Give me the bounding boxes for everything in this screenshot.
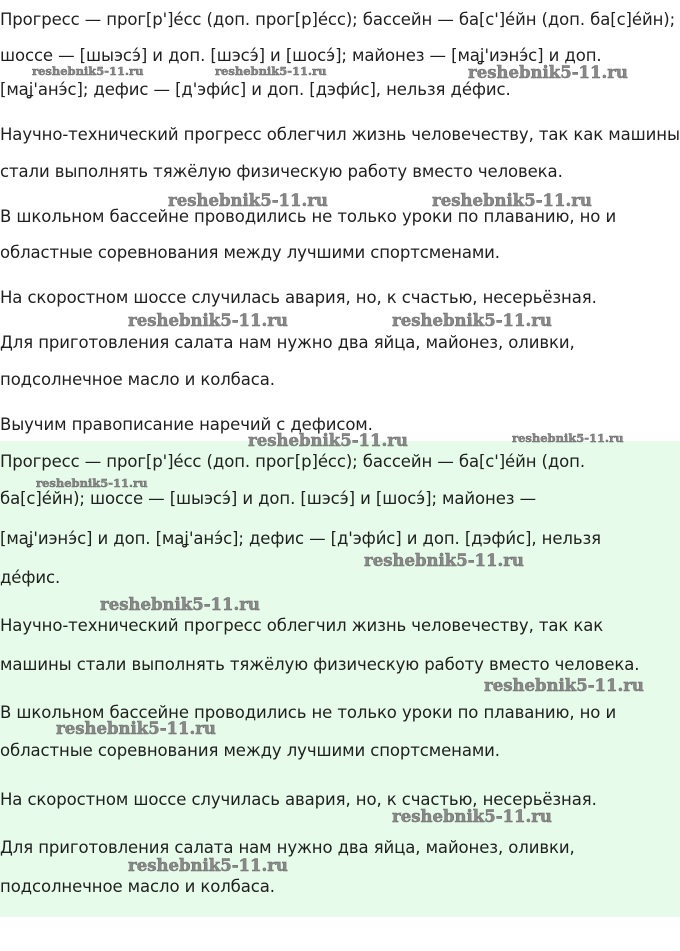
watermark: reshebnik5-11.ru (484, 676, 644, 695)
task-line: стали выполнять тяжёлую физическую работу вместо человека. (0, 162, 563, 181)
answer-line: ба[с]е́йн); шоссе — [шыэсэ́] и доп. [шэсэ́] и [шосэ́]; майонез — (0, 489, 536, 508)
answer-line: [маʝ'иэнэ́с] и доп. [маʝ'анэ́с]; дефис — [д'эфи́с] и доп. [дэфи́с], нельзя (0, 529, 601, 548)
answer-line: машины стали выполнять тяжёлую физическую работу вместо человека. (0, 655, 640, 674)
task-line: шоссе — [шыэсэ́] и доп. [шэсэ́] и [шосэ́]; майонез — [маʝ'иэнэ́с] и доп. (0, 46, 602, 65)
watermark: reshebnik5-11.ru (215, 64, 327, 78)
watermark: reshebnik5-11.ru (56, 719, 216, 738)
task-line: подсолнечное масло и колбаса. (0, 370, 275, 389)
task-line: В школьном бассейне проводились не только уроки по плаванию, но и (0, 207, 617, 226)
task-line: [маʝ'анэ́с]; дефис — [д'эфи́с] и доп. [дэфи́с], нельзя де́фис. (0, 80, 511, 99)
task-line: Выучим правописание наречий с дефисом. (0, 415, 373, 434)
answer-line: областные соревнования между лучшими спортсменами. (0, 741, 500, 760)
watermark: reshebnik5-11.ru (392, 807, 552, 826)
watermark: reshebnik5-11.ru (32, 64, 144, 78)
watermark: reshebnik5-11.ru (468, 63, 628, 82)
task-line: Для приготовления салата нам нужно два яйца, майонез, оливки, (0, 333, 575, 352)
watermark: reshebnik5-11.ru (432, 191, 592, 210)
answer-line: Для приготовления салата нам нужно два яйца, майонез, оливки, (0, 838, 575, 857)
watermark: reshebnik5-11.ru (248, 431, 408, 450)
answer-line: На скоростном шоссе случилась авария, но, к счастью, несерьёзная. (0, 790, 597, 809)
task-line: На скоростном шоссе случилась авария, но, к счастью, несерьёзная. (0, 288, 597, 307)
answer-line: В школьном бассейне проводились не только уроки по плаванию, но и (0, 703, 617, 722)
task-line: Научно-технический прогресс облегчил жизнь человечеству, так как машины (0, 125, 680, 144)
watermark: reshebnik5-11.ru (364, 551, 524, 570)
watermark: reshebnik5-11.ru (128, 311, 288, 330)
task-line: Прогресс — прог[р']е́сс (доп. прог[р]е́сс); бассейн — ба[с']е́йн (доп. ба[с]е́йн); (0, 10, 676, 29)
watermark: reshebnik5-11.ru (128, 856, 288, 875)
answer-line: подсолнечное масло и колбаса. (0, 877, 275, 896)
watermark: reshebnik5-11.ru (100, 595, 260, 614)
watermark: reshebnik5-11.ru (512, 431, 624, 445)
answer-line: де́фис. (0, 568, 61, 587)
watermark: reshebnik5-11.ru (392, 311, 552, 330)
watermark: reshebnik5-11.ru (168, 191, 328, 210)
answer-line: Научно-технический прогресс облегчил жизнь человечеству, так как (0, 616, 604, 635)
answer-line: Прогресс — прог[р']е́сс (доп. прог[р]е́сс); бассейн — ба[с']е́йн (доп. (0, 452, 586, 471)
watermark: reshebnik5-11.ru (36, 476, 148, 490)
task-line: областные соревнования между лучшими спортсменами. (0, 243, 500, 262)
